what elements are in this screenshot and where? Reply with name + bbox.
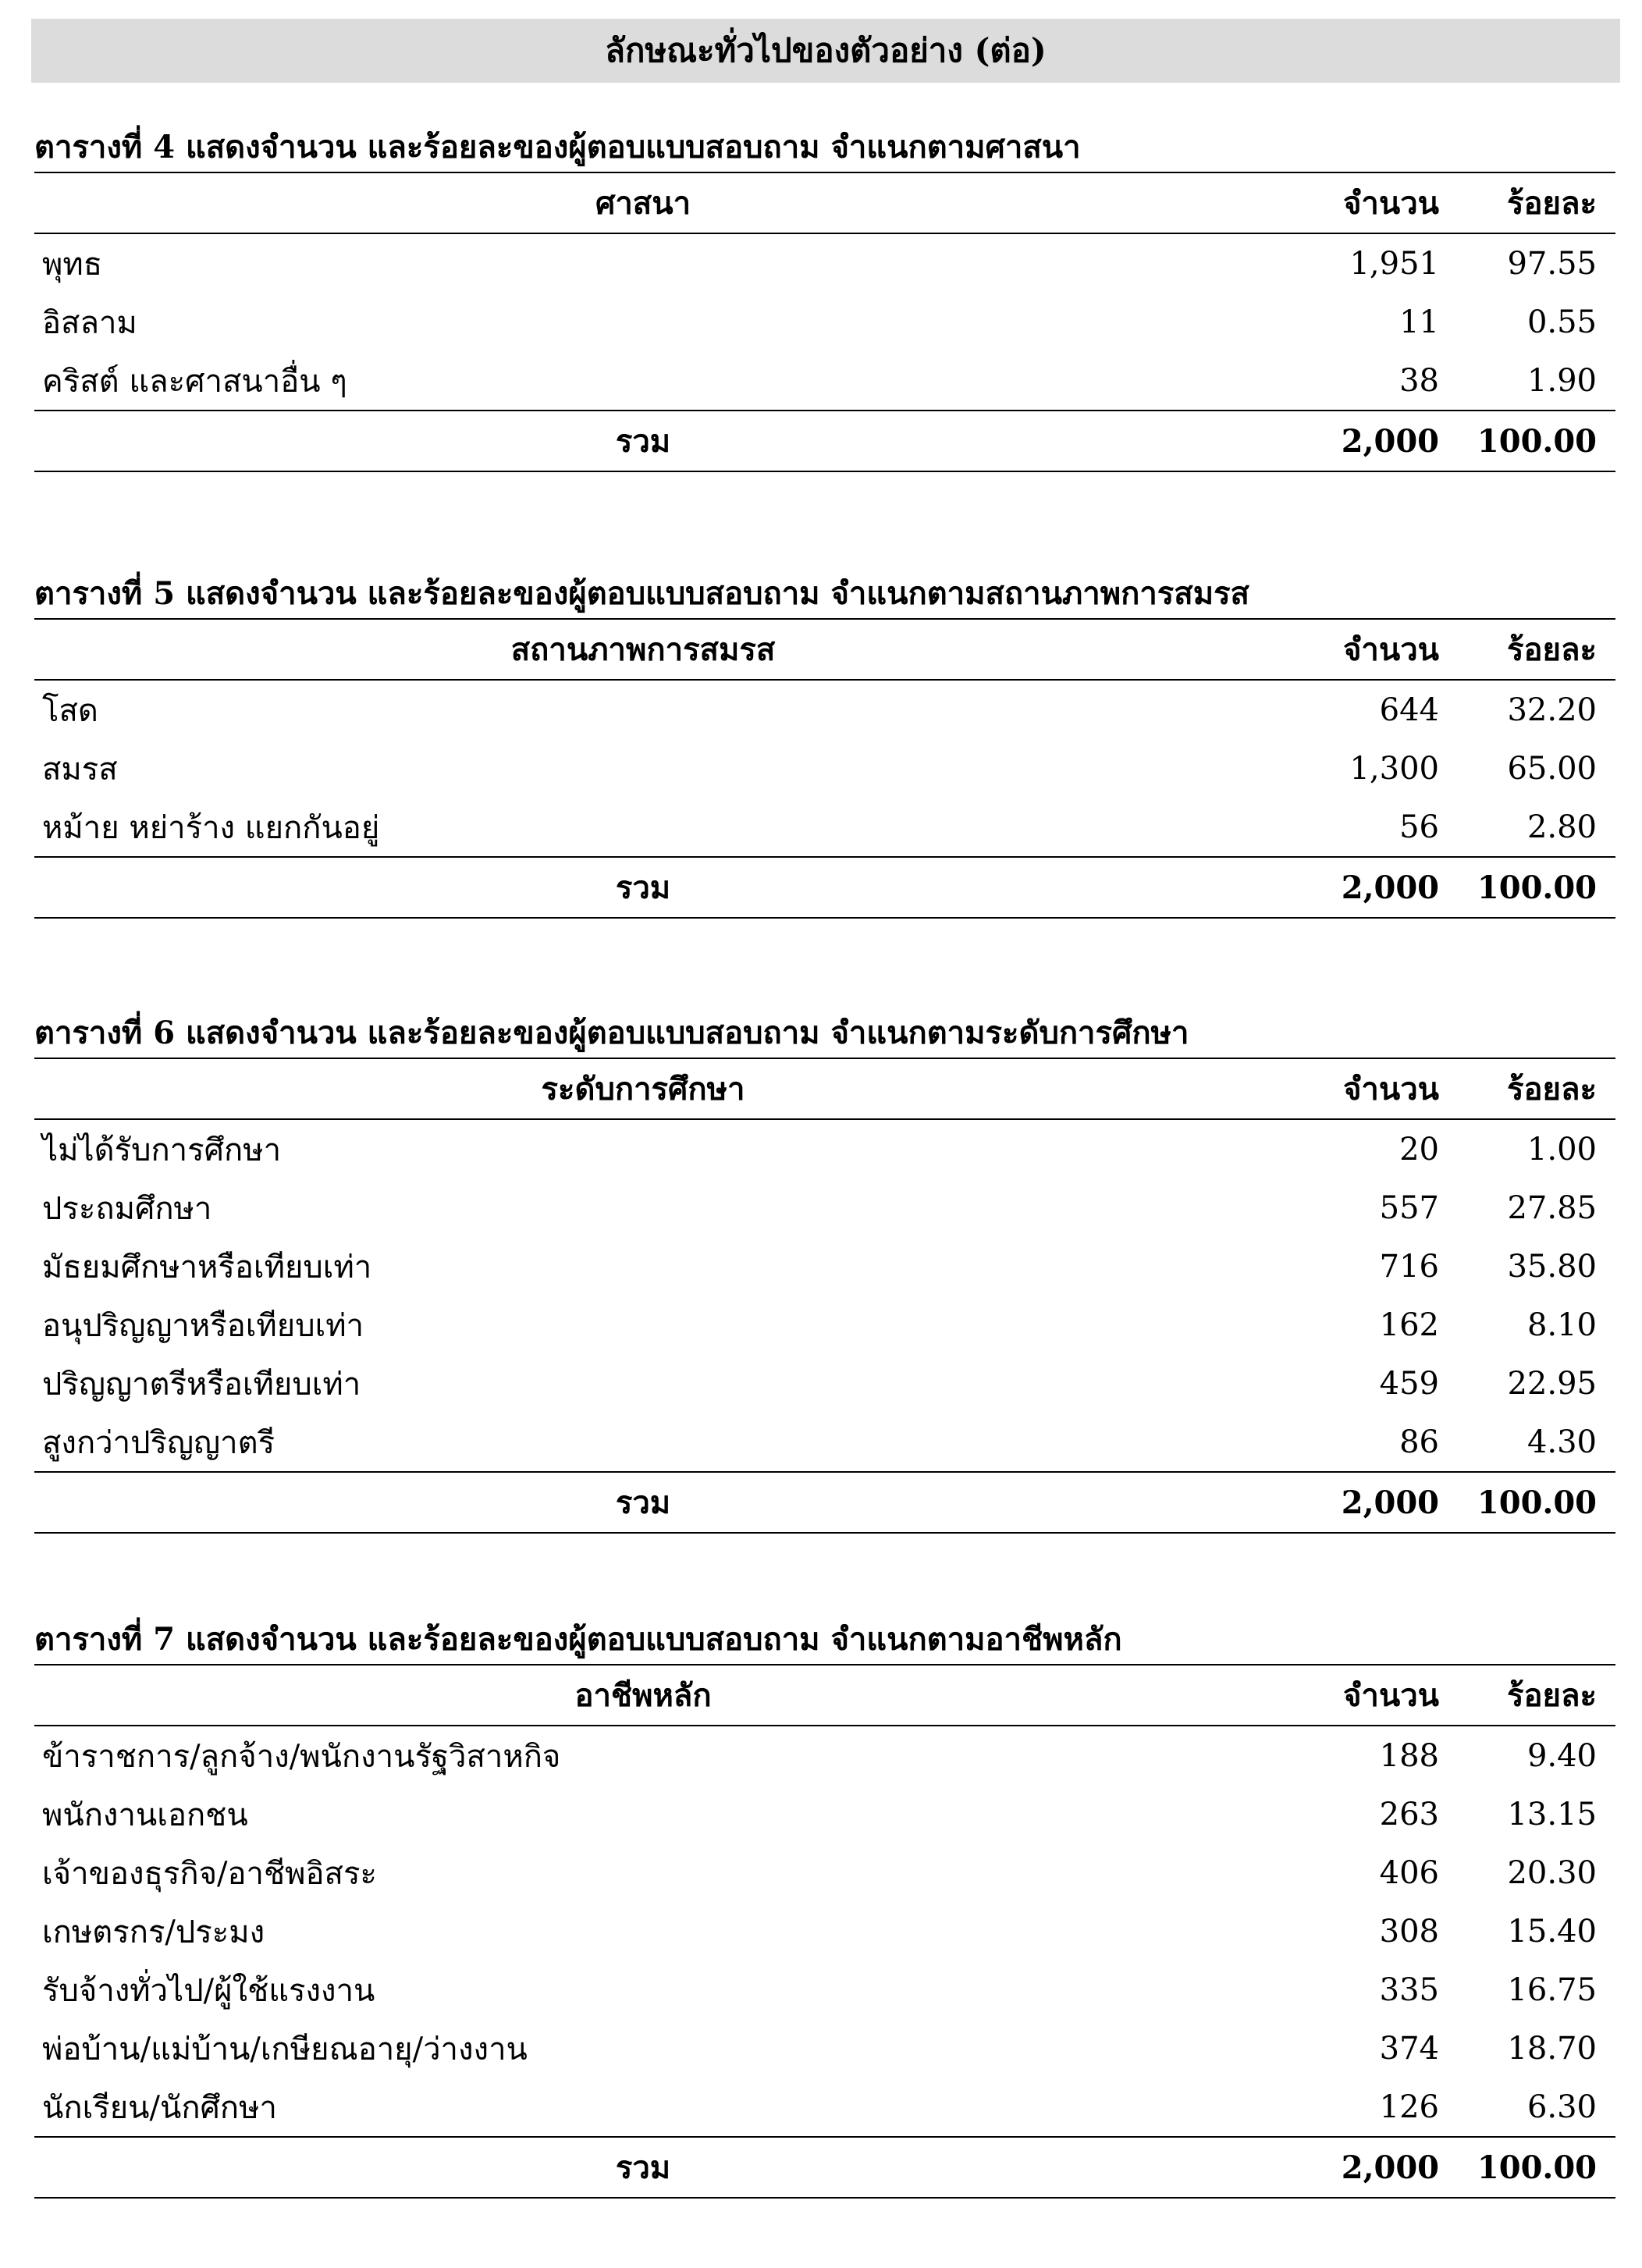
total-row (34, 411, 1615, 471)
table-row (34, 293, 1615, 351)
count-header: จำนวน (1252, 1665, 1458, 1726)
category-header: อาชีพหลัก (34, 1665, 1252, 1726)
row-label: คริสต์ และศาสนาอื่น ๆ (42, 363, 347, 400)
table-caption: ตารางที่ 7 แสดงจำนวน และร้อยละของผู้ตอบแบบสอบถาม จำแนกตามอาชีพหลัก (34, 1621, 1122, 1658)
total-label: รวม (34, 1472, 1252, 1533)
table-row (34, 2078, 1615, 2137)
category-header: สถานภาพการสมรส (34, 619, 1252, 680)
row-label: อิสลาม (42, 304, 137, 341)
row-percent: 4.30 (1526, 1424, 1597, 1460)
row-percent: 35.80 (1507, 1248, 1597, 1285)
table-row (34, 1296, 1615, 1354)
row-label: พ่อบ้าน/แม่บ้าน/เกษียณอายุ/ว่างงาน (42, 2031, 528, 2067)
total-count: 2,000 (1252, 411, 1458, 471)
row-count: 263 (1379, 1796, 1439, 1833)
row-count: 20 (1399, 1131, 1439, 1168)
row-count: 406 (1379, 1854, 1439, 1891)
table-header-row (34, 172, 1615, 233)
table-row (34, 1354, 1615, 1413)
table-section-marital-status (34, 570, 1615, 919)
row-count: 335 (1379, 1971, 1439, 2008)
row-percent: 8.10 (1526, 1306, 1597, 1343)
data-table (34, 1664, 1615, 2199)
row-count: 38 (1399, 362, 1439, 399)
count-header: จำนวน (1252, 619, 1458, 680)
total-percent: 100.00 (1458, 857, 1615, 918)
row-count: 374 (1379, 2030, 1439, 2067)
table-row (34, 1237, 1615, 1296)
row-label: พุทธ (42, 246, 103, 283)
row-label: ประถมศึกษา (42, 1190, 212, 1227)
table-row (34, 1119, 1615, 1178)
row-percent: 22.95 (1507, 1365, 1597, 1402)
table-row (34, 798, 1615, 857)
table-row (34, 680, 1615, 739)
row-label: ไม่ได้รับการศึกษา (42, 1132, 282, 1168)
percent-header: ร้อยละ (1458, 619, 1615, 680)
total-percent: 100.00 (1458, 2137, 1615, 2198)
total-label: รวม (34, 411, 1252, 471)
row-percent: 1.00 (1526, 1131, 1597, 1168)
total-row (34, 1472, 1615, 1533)
row-count: 716 (1379, 1248, 1439, 1285)
table-header-row (34, 619, 1615, 680)
row-label: หม้าย หย่าร้าง แยกกันอยู่ (42, 809, 380, 846)
row-label: เกษตรกร/ประมง (42, 1914, 265, 1950)
row-percent: 97.55 (1507, 245, 1597, 282)
total-row (34, 2137, 1615, 2198)
table-row (34, 351, 1615, 411)
total-label: รวม (34, 857, 1252, 918)
row-percent: 2.80 (1526, 809, 1597, 845)
total-percent: 100.00 (1458, 411, 1615, 471)
row-label: ปริญญาตรีหรือเทียบเท่า (42, 1366, 361, 1402)
row-label: นักเรียน/นักศึกษา (42, 2089, 277, 2126)
category-header: ศาสนา (34, 172, 1252, 233)
row-percent: 15.40 (1507, 1913, 1597, 1950)
table-header-row (34, 1665, 1615, 1726)
total-label: รวม (34, 2137, 1252, 2198)
table-row (34, 1413, 1615, 1472)
percent-header: ร้อยละ (1458, 172, 1615, 233)
table-section-occupation (34, 1616, 1615, 2199)
data-table (34, 618, 1615, 919)
row-label: สูงกว่าปริญญาตรี (42, 1424, 275, 1461)
total-count: 2,000 (1252, 1472, 1458, 1533)
row-percent: 0.55 (1526, 304, 1597, 340)
row-percent: 16.75 (1507, 1971, 1597, 2008)
row-percent: 27.85 (1507, 1189, 1597, 1226)
row-count: 126 (1379, 2088, 1439, 2125)
total-percent: 100.00 (1458, 1472, 1615, 1533)
data-table (34, 172, 1615, 472)
percent-header: ร้อยละ (1458, 1665, 1615, 1726)
row-count: 188 (1379, 1737, 1439, 1774)
count-header: จำนวน (1252, 1058, 1458, 1119)
table-row (34, 1726, 1615, 1785)
row-label: อนุปริญญาหรือเทียบเท่า (42, 1307, 364, 1344)
row-percent: 6.30 (1526, 2088, 1597, 2125)
row-count: 308 (1379, 1913, 1439, 1950)
row-label: ข้าราชการ/ลูกจ้าง/พนักงานรัฐวิสาหกิจ (42, 1738, 561, 1775)
row-count: 86 (1399, 1424, 1439, 1460)
table-row (34, 1178, 1615, 1237)
table-row (34, 1785, 1615, 1843)
table-row (34, 1961, 1615, 2019)
row-label: พนักงานเอกชน (42, 1797, 248, 1833)
table-row (34, 2019, 1615, 2078)
row-label: รับจ้างทั่วไป/ผู้ใช้แรงงาน (42, 1972, 375, 2009)
total-count: 2,000 (1252, 2137, 1458, 2198)
row-percent: 32.20 (1507, 691, 1597, 728)
row-count: 1,951 (1349, 245, 1439, 282)
table-row (34, 233, 1615, 293)
row-count: 459 (1379, 1365, 1439, 1402)
table-caption: ตารางที่ 5 แสดงจำนวน และร้อยละของผู้ตอบแบบสอบถาม จำแนกตามสถานภาพการสมรส (34, 575, 1249, 612)
table-caption: ตารางที่ 6 แสดงจำนวน และร้อยละของผู้ตอบแบบสอบถาม จำแนกตามระดับการศึกษา (34, 1015, 1189, 1051)
row-percent: 20.30 (1507, 1854, 1597, 1891)
row-count: 162 (1379, 1306, 1439, 1343)
row-percent: 9.40 (1526, 1737, 1597, 1774)
table-header-row (34, 1058, 1615, 1119)
row-label: สมรส (42, 751, 118, 787)
row-label: มัธยมศึกษาหรือเทียบเท่า (42, 1249, 372, 1285)
page-title: ลักษณะทั่วไปของตัวอย่าง (ต่อ) (31, 19, 1620, 83)
table-row (34, 1843, 1615, 1902)
row-label: โสด (42, 692, 98, 729)
row-count: 56 (1399, 809, 1439, 845)
percent-header: ร้อยละ (1458, 1058, 1615, 1119)
category-header: ระดับการศึกษา (34, 1058, 1252, 1119)
row-count: 557 (1379, 1189, 1439, 1226)
row-percent: 13.15 (1507, 1796, 1597, 1833)
row-count: 1,300 (1349, 750, 1439, 787)
data-table (34, 1058, 1615, 1534)
row-percent: 18.70 (1507, 2030, 1597, 2067)
table-row (34, 1902, 1615, 1961)
row-label: เจ้าของธุรกิจ/อาชีพอิสระ (42, 1855, 377, 1892)
total-count: 2,000 (1252, 857, 1458, 918)
row-count: 644 (1379, 691, 1439, 728)
total-row (34, 857, 1615, 918)
table-row (34, 739, 1615, 798)
count-header: จำนวน (1252, 172, 1458, 233)
table-section-education (34, 1009, 1615, 1534)
row-percent: 65.00 (1507, 750, 1597, 787)
table-caption: ตารางที่ 4 แสดงจำนวน และร้อยละของผู้ตอบแบบสอบถาม จำแนกตามศาสนา (34, 129, 1081, 165)
table-section-religion (34, 123, 1615, 472)
row-count: 11 (1399, 304, 1439, 340)
row-percent: 1.90 (1526, 362, 1597, 399)
